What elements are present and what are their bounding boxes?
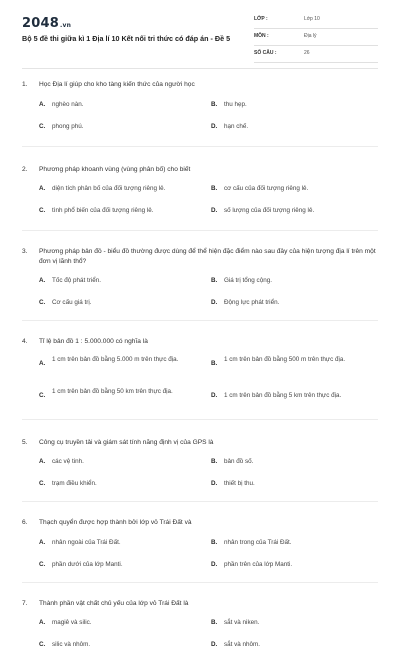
- answer-text: 1 cm trên bản đồ bằng 5 km trên thực địa.: [224, 391, 379, 400]
- meta-key: MÔN :: [254, 33, 269, 39]
- answer-letter: D.: [211, 391, 217, 400]
- question-text: Tỉ lệ bản đồ 1 : 5.000.000 có nghĩa là: [39, 338, 148, 345]
- answer-text: sắt và niken.: [224, 618, 379, 627]
- answer-grid: [39, 276, 378, 320]
- answer-letter: D.: [211, 206, 217, 215]
- answer-letter: C.: [39, 640, 45, 649]
- answer-letter: A.: [39, 184, 45, 193]
- header-divider: [22, 68, 378, 69]
- document-header: [22, 14, 378, 58]
- meta-value: 26: [304, 50, 310, 56]
- answer-text: trạm điều khiển.: [52, 479, 207, 488]
- question-separator: [22, 582, 378, 583]
- logo-main-text: 2048: [22, 16, 59, 31]
- answer-text: phong phú.: [52, 122, 207, 131]
- answer-letter: A.: [39, 100, 45, 109]
- question-text: Công cụ truyền tải và giám sát tính năng định vị của GPS là: [39, 439, 213, 446]
- question-1: [22, 80, 378, 147]
- meta-row-count: [254, 50, 378, 63]
- answer-text: bản đồ số.: [224, 457, 379, 466]
- question-number: 6.: [22, 518, 28, 528]
- question-separator: [22, 320, 378, 321]
- answer-letter: C.: [39, 391, 45, 400]
- answer-text: nhân trong của Trái Đất.: [224, 538, 379, 547]
- question-number: 5.: [22, 438, 28, 448]
- answer-letter: B.: [211, 100, 217, 109]
- answer-text: phần trên của lớp Manti.: [224, 560, 379, 569]
- answer-text: Tốc độ phát triển.: [52, 276, 207, 285]
- answer-letter: B.: [211, 538, 217, 547]
- answer-text: silic và nhôm.: [52, 640, 207, 649]
- answer-grid: [39, 457, 378, 501]
- question-text: Phương pháp khoanh vùng (vùng phân bố) cho biết: [39, 166, 190, 173]
- question-text: Thành phần vật chất chủ yếu của lớp vỏ Trái Đất là: [39, 600, 188, 607]
- answer-letter: A.: [39, 359, 45, 368]
- question-text: Học Địa lí giúp cho kho tàng kiến thức của người học: [39, 81, 195, 88]
- question-stem: [22, 337, 378, 347]
- meta-key: LỚP :: [254, 16, 268, 22]
- answer-letter: A.: [39, 618, 45, 627]
- answer-letter: A.: [39, 276, 45, 285]
- answer-text: hạn chế.: [224, 122, 379, 131]
- document-title: Bộ 5 đề thi giữa kì 1 Địa lí 10 Kết nối tri thức có đáp án - Đề 5: [22, 34, 244, 44]
- meta-row-class: [254, 16, 378, 29]
- question-number: 2.: [22, 165, 28, 175]
- answer-letter: B.: [211, 457, 217, 466]
- answer-letter: D.: [211, 122, 217, 131]
- question-text: Thạch quyển được hợp thành bởi lớp vỏ Trái Đất và: [39, 519, 192, 526]
- answer-letter: D.: [211, 298, 217, 307]
- answer-letter: D.: [211, 640, 217, 649]
- answer-letter: C.: [39, 206, 45, 215]
- answer-letter: D.: [211, 560, 217, 569]
- question-number: 3.: [22, 247, 28, 257]
- meta-info: [254, 16, 378, 67]
- answer-text: thiết bị thu.: [224, 479, 379, 488]
- answer-text: magiê và silic.: [52, 618, 207, 627]
- meta-value: Địa lý: [304, 33, 317, 39]
- answer-text: 1 cm trên bản đồ bằng 50 km trên thực địa.: [52, 387, 207, 396]
- answer-text: Giá trị tổng cộng.: [224, 276, 379, 285]
- answer-text: 1 cm trên bản đồ bằng 500 m trên thực địa.: [224, 355, 379, 364]
- question-stem: [22, 247, 378, 266]
- meta-value: Lớp 10: [304, 16, 320, 22]
- answer-letter: B.: [211, 618, 217, 627]
- answer-grid: [39, 100, 378, 146]
- answer-text: 1 cm trên bản đồ bằng 5.000 m trên thực địa.: [52, 355, 207, 364]
- answer-letter: C.: [39, 560, 45, 569]
- answer-letter: B.: [211, 359, 217, 368]
- answer-grid: [39, 618, 378, 654]
- question-stem: [22, 438, 378, 448]
- question-stem: [22, 518, 378, 528]
- question-7: [22, 599, 378, 654]
- question-2: [22, 165, 378, 232]
- question-number: 4.: [22, 337, 28, 347]
- site-logo[interactable]: [22, 16, 71, 31]
- answer-text: diện tích phân bố của đối tượng riêng lẻ.: [52, 184, 207, 193]
- answer-text: Cơ cấu giá trị.: [52, 298, 207, 307]
- question-text: Phương pháp bản đồ - biểu đồ thường được dùng để thể hiện đặc điểm nào sau đây của hiện tượng địa lí trên một đơn vị lãnh thổ?: [39, 248, 376, 265]
- question-5: [22, 438, 378, 503]
- answer-letter: B.: [211, 276, 217, 285]
- question-separator: [22, 419, 378, 420]
- answer-text: tình phổ biến của đối tượng riêng lẻ.: [52, 206, 207, 215]
- answer-text: nhân ngoài của Trái Đất.: [52, 538, 207, 547]
- answer-letter: A.: [39, 538, 45, 547]
- answer-letter: C.: [39, 122, 45, 131]
- answer-text: số lượng của đối tượng riêng lẻ.: [224, 206, 379, 215]
- answer-letter: D.: [211, 479, 217, 488]
- answer-grid: [39, 538, 378, 582]
- answer-grid: [39, 355, 378, 419]
- question-stem: [22, 80, 378, 90]
- question-number: 7.: [22, 599, 28, 609]
- answer-letter: C.: [39, 298, 45, 307]
- question-4: [22, 337, 378, 420]
- question-separator: [22, 230, 378, 231]
- question-3: [22, 247, 378, 321]
- answer-text: cơ cấu của đối tượng riêng lẻ.: [224, 184, 379, 193]
- question-separator: [22, 501, 378, 502]
- answer-text: nghèo nàn.: [52, 100, 207, 109]
- answer-letter: A.: [39, 457, 45, 466]
- meta-key: SỐ CÂU :: [254, 50, 277, 56]
- answer-text: Động lực phát triển.: [224, 298, 379, 307]
- answer-text: sắt và nhôm.: [224, 640, 379, 649]
- answer-text: phần dưới của lớp Manti.: [52, 560, 207, 569]
- logo-suffix-text: .vn: [60, 22, 71, 29]
- answer-text: thu hẹp.: [224, 100, 379, 109]
- answer-letter: B.: [211, 184, 217, 193]
- question-6: [22, 518, 378, 583]
- question-number: 1.: [22, 80, 28, 90]
- question-stem: [22, 165, 378, 175]
- meta-row-subject: [254, 33, 378, 46]
- question-separator: [22, 146, 378, 147]
- answer-letter: C.: [39, 479, 45, 488]
- question-list: [22, 80, 378, 654]
- answer-grid: [39, 184, 378, 230]
- answer-text: các vệ tinh.: [52, 457, 207, 466]
